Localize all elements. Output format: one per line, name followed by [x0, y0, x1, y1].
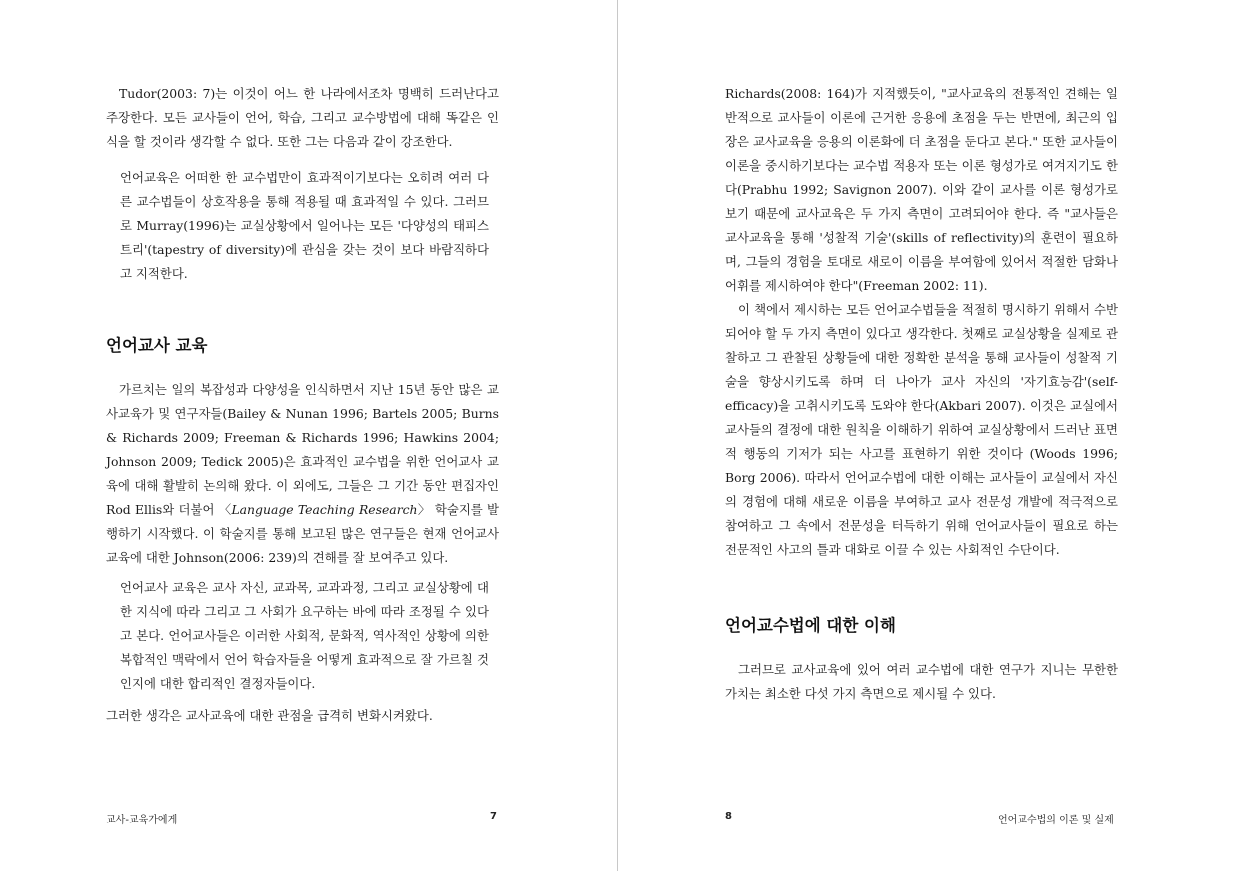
- left-paragraph-2-text-a: 가르치는 일의 복잡성과 다양성을 인식하면서 지난 15년 동안 많은 교사교육가 및 연구자들(Bailey & Nunan 1996; Bartels 2005; Burns & Richards 2009; Freeman & Richards 1996; Hawkins 2004; Johnson 2009; Tedick 2005)은 효과적인 교수법을 위한 언어교사 교육에 대해 활발히 논의해 왔다. 이 외에도, 그들은 그 기간 동안 편집자인 Rod Ellis와 더불어 〈: [106, 382, 499, 517]
- right-section-heading: 언어교수법에 대한 이해: [725, 616, 896, 635]
- right-page-number: 8: [725, 811, 732, 822]
- right-footer-running-title: 언어교수법의 이론 및 실제: [998, 815, 1114, 826]
- right-paragraph-1: Richards(2008: 164)가 지적했듯이, "교사교육의 전통적인 견해는 일반적으로 교사들이 이론에 근거한 응용에 초점을 두는 반면에, 최근의 입장은 교사교육을 응용의 이론화에 더 초점을 둔다고 본다." 또한 교사들이 이론을 중시하기보다는 교수법 적용자 또는 이론 형성가로 여겨지기도 한다(Prabhu 1992; Savignon 2007). 이와 같이 교사를 이론 형성가로 보기 때문에 교사교육은 두 가지 측면이 고려되어야 한다. 즉 "교사들은 교사교육을 통해 '성찰적 기술'(skills of reflectivity)의 훈련이 필요하며, 그들의 경험을 토대로 새로이 이름을 부여함에 있어서 적절한 담화나 어휘를 제시하여야 한다"(Freeman 2002: 11).: [725, 86, 1118, 293]
- left-block-quote-1: 언어교육은 어떠한 한 교수법만이 효과적이기보다는 오히려 여러 다른 교수법들이 상호작용을 통해 적용될 때 효과적일 수 있다. 그러므로 Murray(1996)는 교실상황에서 일어나는 모든 '다양성의 태피스트리'(tapestry of diversity)에 관심을 갖는 것이 보다 바람직하다고 지적한다.: [120, 170, 489, 281]
- page-spread-divider: [617, 0, 618, 871]
- right-paragraph-3: 그러므로 교사교육에 있어 여러 교수법에 대한 연구가 지니는 무한한 가치는 최소한 다섯 가지 측면으로 제시될 수 있다.: [725, 662, 1118, 701]
- left-paragraph-2: [106, 378, 499, 570]
- left-block-quote-2: 언어교사 교육은 교사 자신, 교과목, 교과과정, 그리고 교실상황에 대한 지식에 따라 그리고 그 사회가 요구하는 바에 따라 조정될 수 있다고 본다. 언어교사들은 이러한 사회적, 문화적, 역사적인 상황에 의한 복합적인 맥락에서 언어 학습자들을 어떻게 효과적으로 잘 가르칠 것인지에 대한 합리적인 결정자들이다.: [120, 580, 489, 691]
- journal-title: Language Teaching Research: [231, 502, 418, 517]
- left-paragraph-2-text-b: 〉 학술지를 발행하기 시작했다. 이 학술지를 통해 보고된 많은 연구들은 현재 언어교사 교육에 대한 Johnson(2006: 239)의 견해를 잘 보여주고 있다.: [106, 502, 499, 565]
- left-section-heading: 언어교사 교육: [106, 336, 208, 355]
- left-page-number: 7: [490, 811, 497, 822]
- left-footer-running-title: 교사-교육가에게: [106, 815, 178, 826]
- left-page: [106, 82, 499, 728]
- right-paragraph-2: 이 책에서 제시하는 모든 언어교수법들을 적절히 명시하기 위해서 수반되어야 할 두 가지 측면이 있다고 생각한다. 첫째로 교실상황을 실제로 관찰하고 그 관찰된 상황들에 대한 정확한 분석을 통해 교사들이 성찰적 기술을 향상시키도록 하며 더 나아가 교사 자신의 '자기효능감'(self-efficacy)을 고취시키도록 도와야 한다(Akbari 2007). 이것은 교실에서 교사들의 결정에 대한 원칙을 이해하기 위하여 교실상황에서 드러난 표면적 행동의 기저가 되는 사고를 표현하기 위한 것이다 (Woods 1996; Borg 2006). 따라서 언어교수법에 대한 이해는 교사들이 교실에서 자신의 경험에 대해 새로운 이름을 부여하고 교사 전문성 개발에 적극적으로 참여하고 그 속에서 전문성을 터득하기 위해 언어교사들이 필요로 하는 전문적인 사고의 틀과 대화로 이끌 수 있는 사회적인 수단이다.: [725, 302, 1118, 557]
- left-paragraph-1: Tudor(2003: 7)는 이것이 어느 한 나라에서조차 명백히 드러난다고 주장한다. 모든 교사들이 언어, 학습, 그리고 교수방법에 대해 똑같은 인식을 할 것이라 생각할 수 없다. 또한 그는 다음과 같이 강조한다.: [106, 86, 499, 149]
- left-paragraph-3: 그러한 생각은 교사교육에 대한 관점을 급격히 변화시켜왔다.: [106, 708, 433, 723]
- right-page: [725, 82, 1118, 706]
